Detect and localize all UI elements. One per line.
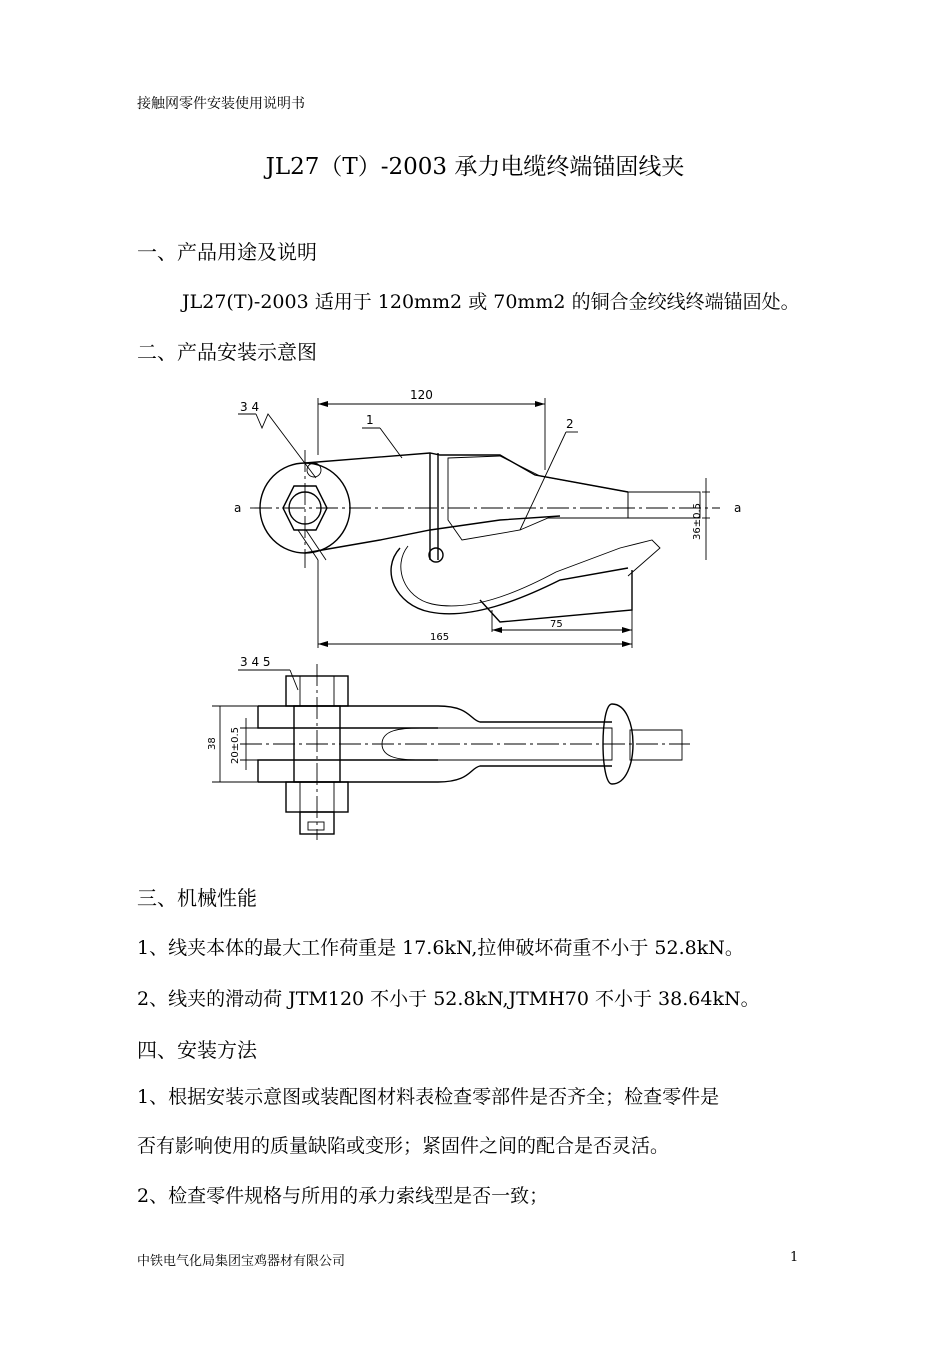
dim-total-label: 165 <box>430 632 450 643</box>
section-1-heading: 一、产品用途及说明 <box>137 240 317 264</box>
dim-inner-label: 20±0.5 <box>230 726 241 764</box>
dim-height-label: 36±0.5 <box>692 502 703 540</box>
side-view-drawing <box>212 664 690 840</box>
dim-tail-label: 75 <box>550 619 563 630</box>
part-label-1: 1 <box>366 413 374 427</box>
section-4-heading: 四、安装方法 <box>137 1038 257 1062</box>
dim-outer-label: 38 <box>207 737 218 750</box>
dim-width-label: 120 <box>410 388 433 402</box>
footer-company: 中铁电气化局集团宝鸡器材有限公司 <box>137 1254 346 1269</box>
section-4-paragraph-1b: 否有影响使用的质量缺陷或变形；紧固件之间的配合是否灵活。 <box>137 1135 670 1157</box>
section-mark-left: a <box>234 501 242 515</box>
section-3-paragraph-1: 1、线夹本体的最大工作荷重是 17.6kN,拉伸破坏荷重不小于 52.8kN。 <box>137 937 744 959</box>
page-number: 1 <box>790 1250 799 1265</box>
part-label-3-4: 3 4 <box>240 400 260 414</box>
part-label-2: 2 <box>566 417 574 431</box>
section-1-paragraph: JL27(T)-2003 适用于 120mm2 或 70mm2 的铜合金绞线终端锚固处。 <box>182 291 800 313</box>
document-header: 接触网零件安装使用说明书 <box>137 96 305 112</box>
page-title: JL27（T）-2003 承力电缆终端锚固线夹 <box>265 154 685 180</box>
section-3-heading: 三、机械性能 <box>137 886 257 910</box>
section-4-paragraph-1a: 1、根据安装示意图或装配图材料表检查零部件是否齐全；检查零件是 <box>137 1086 720 1108</box>
section-2-heading: 二、产品安装示意图 <box>137 340 317 364</box>
part-label-3-4-5: 3 4 5 <box>240 655 271 669</box>
top-view-drawing <box>238 398 720 648</box>
section-mark-right: a <box>734 501 742 515</box>
section-3-paragraph-2: 2、线夹的滑动荷 JTM120 不小于 52.8kN,JTMH70 不小于 38.64kN。 <box>137 988 760 1010</box>
section-4-paragraph-2: 2、检查零件规格与所用的承力索线型是否一致； <box>137 1185 549 1207</box>
